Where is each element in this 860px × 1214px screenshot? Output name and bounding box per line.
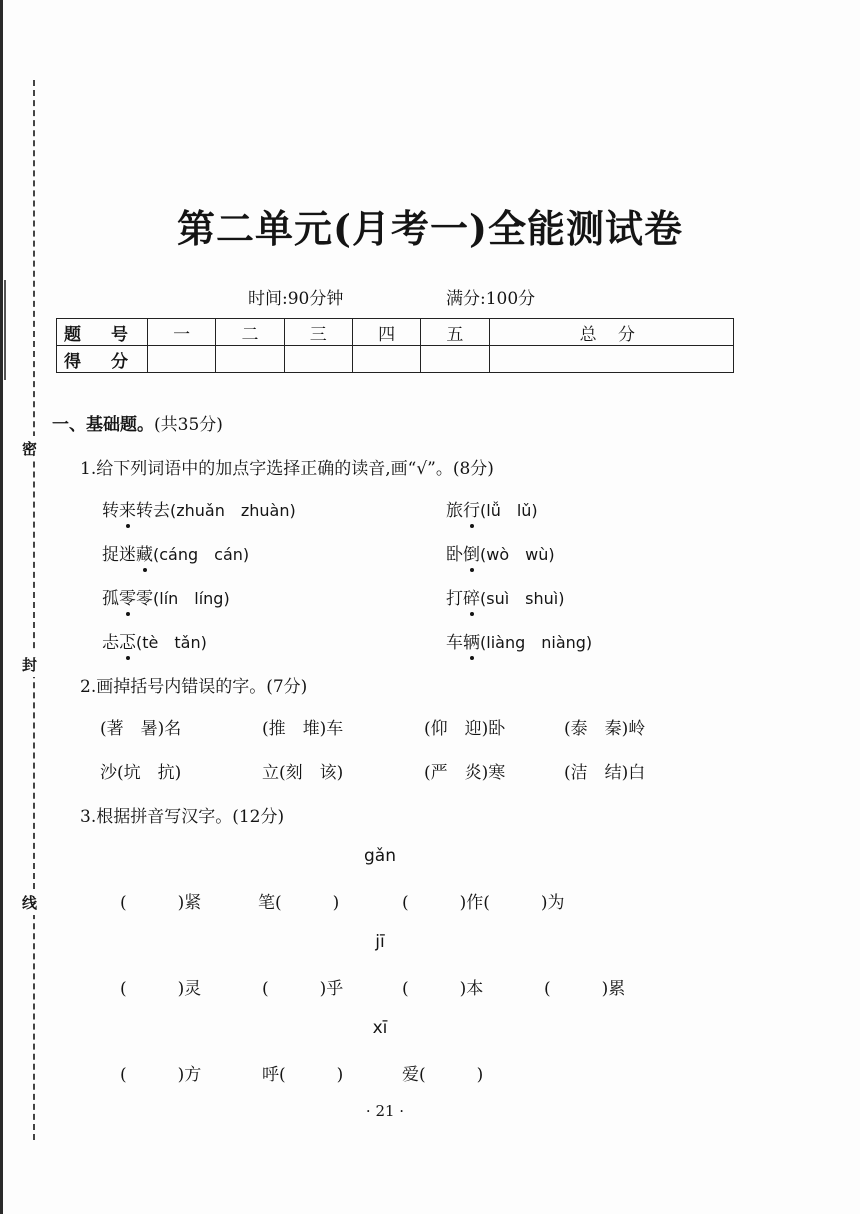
pronunciation-options[interactable]: (suì shuì) bbox=[480, 589, 565, 608]
q1-item bbox=[446, 540, 555, 565]
score-table-header-row bbox=[57, 319, 734, 346]
seal-mark-feng: 封 bbox=[22, 652, 37, 677]
score-label: 得 分 bbox=[57, 346, 148, 373]
pronunciation-options[interactable]: (lǚ lǔ) bbox=[480, 501, 538, 520]
dotted-char: 碎 bbox=[463, 584, 480, 609]
column-3: 三 bbox=[284, 319, 352, 346]
q1-item bbox=[102, 584, 230, 609]
section-title: 一、基础题。 bbox=[52, 415, 154, 435]
word-part: 转去 bbox=[136, 501, 170, 521]
q3-blank[interactable]: ( )紧 bbox=[120, 893, 202, 913]
score-cell[interactable] bbox=[284, 346, 352, 373]
seal-mark-mi: 密 bbox=[22, 436, 37, 461]
pronunciation-options[interactable]: (liàng niàng) bbox=[480, 633, 593, 652]
dotted-char: 倒 bbox=[463, 540, 480, 565]
page-number: · 21 · bbox=[365, 1102, 405, 1120]
word-part: 忐 bbox=[102, 633, 119, 653]
question-2-prompt: 2.画掉括号内错误的字。(7分) bbox=[80, 677, 308, 697]
q2-option[interactable]: (洁 结)白 bbox=[564, 763, 646, 783]
question-3-prompt: 3.根据拼音写汉字。(12分) bbox=[80, 807, 285, 827]
column-1: 一 bbox=[148, 319, 216, 346]
word-part: 零 bbox=[136, 589, 153, 609]
dotted-char: 忑 bbox=[119, 628, 136, 653]
page-title: 第二单元(月考一)全能测试卷 bbox=[177, 206, 683, 251]
seal-mark-xian: 线 bbox=[22, 890, 37, 915]
pinyin-xi: xī bbox=[372, 1018, 388, 1038]
q2-option[interactable]: (泰 秦)岭 bbox=[564, 719, 646, 739]
dotted-char: 藏 bbox=[136, 540, 153, 565]
pronunciation-options[interactable]: (zhuǎn zhuàn) bbox=[170, 501, 296, 520]
q3-blank[interactable]: ( )灵 bbox=[120, 979, 202, 999]
word-part: 车 bbox=[446, 633, 463, 653]
section-heading bbox=[52, 410, 223, 435]
q1-item bbox=[102, 496, 296, 521]
exam-full-score: 满分:100分 bbox=[446, 289, 536, 309]
q2-option[interactable]: (仰 迎)卧 bbox=[424, 719, 506, 739]
dotted-char: 行 bbox=[463, 496, 480, 521]
dotted-char: 辆 bbox=[463, 628, 480, 653]
q3-blank[interactable]: ( )累 bbox=[544, 979, 626, 999]
pinyin-gan: gǎn bbox=[364, 846, 396, 866]
column-4: 四 bbox=[352, 319, 420, 346]
q2-option[interactable]: 立(刻 该) bbox=[262, 763, 344, 783]
q2-option[interactable]: (推 堆)车 bbox=[262, 719, 344, 739]
dotted-char: 来 bbox=[119, 496, 136, 521]
q1-item bbox=[102, 628, 207, 653]
section-points: (共35分) bbox=[154, 415, 223, 435]
score-cell[interactable] bbox=[421, 346, 489, 373]
word-part: 打 bbox=[446, 589, 463, 609]
pronunciation-options[interactable]: (lín líng) bbox=[153, 589, 230, 608]
question-1-prompt: 1.给下列词语中的加点字选择正确的读音,画“√”。(8分) bbox=[80, 459, 494, 479]
q3-blank[interactable]: ( )本 bbox=[402, 979, 484, 999]
dotted-char: 零 bbox=[119, 584, 136, 609]
q3-blank[interactable]: ( )乎 bbox=[262, 979, 344, 999]
word-part: 卧 bbox=[446, 545, 463, 565]
pronunciation-options[interactable]: (cáng cán) bbox=[153, 545, 250, 564]
q1-item bbox=[446, 584, 564, 609]
q3-blank[interactable]: 笔( ) bbox=[258, 893, 340, 913]
pronunciation-options[interactable]: (wò wù) bbox=[480, 545, 555, 564]
score-table-score-row bbox=[57, 346, 734, 373]
q1-item bbox=[102, 540, 249, 565]
pinyin-ji: jī bbox=[375, 932, 385, 952]
column-2: 二 bbox=[216, 319, 284, 346]
word-part: 孤 bbox=[102, 589, 119, 609]
score-cell[interactable] bbox=[489, 346, 733, 373]
page-edge-mark bbox=[4, 280, 6, 380]
q1-item bbox=[446, 496, 538, 521]
score-table bbox=[56, 318, 734, 373]
word-part: 捉迷 bbox=[102, 545, 136, 565]
pronunciation-options[interactable]: (tè tǎn) bbox=[136, 633, 207, 652]
q3-blank[interactable]: 爱( ) bbox=[402, 1065, 484, 1085]
score-cell[interactable] bbox=[216, 346, 284, 373]
column-total: 总 分 bbox=[489, 319, 733, 346]
exam-time: 时间:90分钟 bbox=[248, 289, 344, 309]
word-part: 转 bbox=[102, 501, 119, 521]
q3-blank[interactable]: ( )作( )为 bbox=[402, 893, 565, 913]
word-part: 旅 bbox=[446, 501, 463, 521]
q1-item bbox=[446, 628, 592, 653]
q2-option[interactable]: 沙(坑 抗) bbox=[100, 763, 182, 783]
q2-option[interactable]: (著 暑)名 bbox=[100, 719, 182, 739]
q3-blank[interactable]: 呼( ) bbox=[262, 1065, 344, 1085]
q3-blank[interactable]: ( )方 bbox=[120, 1065, 202, 1085]
q2-option[interactable]: (严 炎)寒 bbox=[424, 763, 506, 783]
score-cell[interactable] bbox=[352, 346, 420, 373]
column-5: 五 bbox=[421, 319, 489, 346]
header-label: 题 号 bbox=[57, 319, 148, 346]
score-cell[interactable] bbox=[148, 346, 216, 373]
